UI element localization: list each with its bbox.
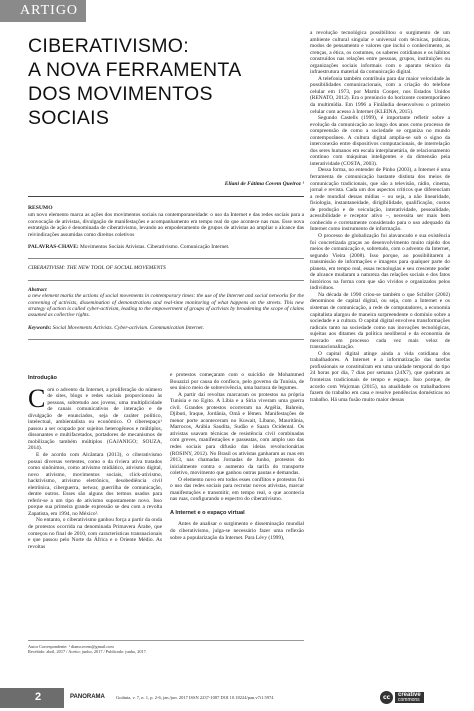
body-paragraph: A telefonia também contribuiu para dar maior velocidade às possibilidades comunicacionais, com a criação do telefone celular em 1973, por Martin Cooper, nos Estados Unidos (RENATO, 2012). Era o prenúncio do horizonte contemporâneo da multimídia. Em 1996 a Finlândia desenvolveu o primeiro celular com acesso à Internet (KLEINA, 2015). [310, 75, 450, 115]
body-column-right [310, 30, 450, 646]
keywords-en-text: Social Movements Activists. Cyber-activism. Communication Internet. [52, 324, 205, 331]
english-title: CIBERATIVISM: THE NEW TOOL OF SOCIAL MOVEMENTS [28, 265, 166, 272]
resumo-text: um novo elemento marca as ações dos movimentos sociais na contemporaneidade: o uso da Internet e das redes sociais para a convocação de ativistas, divulgação de manifestações e acompanhamento em tempo real do que acontece nas ruas. Esse nova estratégia de ação é denominada de ciberativismo, levando ao empoderamento de grupos de ativistas ao ampliar o alcance das reivindicações assumidas como direitos coletivos [28, 212, 304, 238]
body-paragraph: Segundo Castells (1999), é importante refletir sobre a evolução da comunicação ao longo dos anos como processo de compreensão de como a sociedade se organiza no mundo contemporâneo. A cultura digital amplia-se sob o signo da interconexão entre dispositivos computacionais, de interrelação dos seres humanos em escala interplanetária, de relacionamento contínuo com máquinas inteligentes e da dimensão peia interatividade (COSTA, 2003). [310, 115, 450, 167]
cc-text: creative [398, 692, 421, 698]
keywords-pt-text: Movimentos Sociais Ativistas. Ciberativismo. Comunicação Internet. [79, 244, 230, 251]
body-paragraph: O processo de globalização foi alavancado e sua existência foi concretizada graças ao desenvolvimento muito rápido dos meios de comunicação e, sobretudo, com o advento da Internet, segundo Vieira (2008). Isso porque, ao possibilitarem a transmissão de informações e imagens para qualquer parte do planeta, em tempo real, essas tecnologias e seu crescente poder de alcance mudaram a natureza das relações sociais e dos fatos históricos na forma com que são vividos e organizados pelos indivíduos. [310, 232, 450, 292]
title-line-4: SOCIAIS [28, 107, 110, 129]
journal-reference: Goiânia, v. 7, n. 1, p. 2-6, jan./jun. 2017 ISSN 2237-1087 DOI 10.18224/pan.v7i1.5974 [116, 695, 274, 700]
footnote [28, 640, 304, 655]
creative-commons-badge [380, 691, 424, 704]
body-paragraph: e protestos começaram com o suicídio de Mohammed Bouazizi por causa do confisco, pelo governo da Tunísia, de seu único meio de sobrevivência, uma barraca de legumes. [170, 372, 304, 392]
footnote-dates: Recebido: abril, 2017 / Aceito: junho, 2017 / Publicado: junho, 2017. [28, 649, 147, 655]
journal-name: PANORAMA [70, 694, 105, 700]
keywords-en [28, 325, 304, 331]
body-paragraph-text: om o advento da Internet, a proliferação do número de sites, blogs e redes sociais proporcionou às pessoas, sobretudo aos jovens, uma multiplicidade de canais comunicativos de interação e de divulgação de enunciados, seja de caráter político, intelectual, ambientalista ou econômico. O ciberespaço¹ passou a ser ocupado por sujeitos heterogêneos e múltiplos, dissonantes e multifacetados, portadores de mecanismos de mobilização também múltiplos (GAJANIGO; SOUZA, 2014). [28, 386, 162, 452]
resumo-label: RESUMO [28, 205, 53, 211]
body-paragraph: a revolução tecnológica possibilitou o surgimento de um ambiente cultural singular e universal com técnicas, práticas, modos de pensamento e valores que inclui o conhecimento, as crenças, a ética, os costumes, os saberes cotidianos e os hábitos construídos nas relações entre pessoas, grupos, instituições ou organizações sociais informais com o aparato técnico da infraestrutura material da comunicação digital. [310, 30, 450, 76]
body-column-left [28, 372, 162, 634]
dropcap-letter: C [28, 383, 46, 413]
abstract-en-label: Abstract [28, 286, 47, 293]
body-paragraph: Na década de 1990 criou-se também o que Schiller (2002) denominou de capital digital, ou seja, com a Internet e os sistemas de comunicação, a rede de computadores, a economia capitalista alargou de maneira surpreendente o domínio sobre a sociedade e a cultura. O capital digital envolveu transformações radicais tanto na sociedade como nas inovações tecnológicas, sujeitas aos ditames da política neoliberal e da economia de mercado em processo cada vez mais veloz de transnacionalização. [310, 291, 450, 351]
abstract-divider-1 [28, 258, 304, 259]
cc-sub: commons [398, 696, 420, 703]
page-number: 2 [0, 688, 64, 708]
intro-heading: Introdução [28, 375, 57, 381]
abstract-divider-3 [28, 339, 304, 340]
cc-license-icon: cc [380, 691, 393, 704]
body-paragraph: E de acordo com Alcântara (2013), o ciberativismo possui diversas vertentes, como o da riviera ativa tratados como sinônimos, como ativismo midiático, ativismo digital, novo ativismo, movimentos sociais, click-ativismo, hacktivismo, ativismo eletrônico, desobediência civil eletrônica, ciberguerra, netwar, guerrilha de comunicação, dentre outros. Esses são alguns dos termos usados para referir-se a um tipo de ativismo supostamente novo. Isso porque sua primeira grande expressão se deu com a revolta Zapatista, em 1994, no México². [28, 452, 162, 517]
cc-wordmark [395, 692, 424, 703]
keywords-en-label: Keywords: [28, 324, 52, 331]
abstract-en-text: a new element marks the actions of social movements in contemporary times: the use of the Internet and social networks for the convening of activists, dissemination of demonstrations and real-time monitoring of what happens on the streets. This new strategy of action is called cyber-activism, leading to the empowerment of groups of activists by broadening the scope of claims assumed as collective rights. [28, 293, 304, 319]
title-line-3: DOS MOVIMENTOS [28, 83, 213, 105]
title-line-1: CIBERATIVISMO: [28, 35, 189, 57]
body-paragraph: A partir daí revoltas marcaram os protestos na própria Tunísia e no Egito. A Líbia e a Síria viveram uma guerra civil. Grandes protestos ocorreram na Argélia, Bahrein, Djibuti, Iraque, Jordânia, Omã e Iêmen. Manifestações de menor porte aconteceram no Kuwait, Líbano, Mauritânia, Marrocos, Arábia Saudita, Sudão e Saara Ocidental. Os ativistas usavam técnicas de resistência civil combinadas com greves, manifestações e passeatas, com amplo uso das redes sociais para difusão das ideias revolucionárias (ROSINY, 2012). No Brasil os ativistas ganharam as ruas em 2013, nas chamadas Jornadas de Junho, protestos do inicialmente contra o aumento da tarifa do transporte coletivo, movimento que ganhou outras pautas e demandas. [170, 391, 304, 477]
body-paragraph: No entanto, o ciberativismo ganhou força a partir da onda de protestos ocorrida na denominada Primavera Árabe, que começou no final de 2010, com características transnacionais e que passou pelo Norte da África e o Oriente Médio. As revoltas [28, 517, 162, 550]
article-title [28, 34, 318, 130]
body-paragraph: O elemento novo em todos esses conflitos e protestos foi o uso das redes sociais para recrutar novos ativistas, marcar manifestações e transmitir, em tempo real, o que acontecia nas ruas, configurando o espectro do ciberativismo. [170, 476, 304, 503]
abstract-box [28, 196, 304, 366]
keywords-pt [28, 244, 304, 250]
abstract-en [28, 287, 304, 319]
internet-heading: A Internet e o espaço virtual [170, 509, 245, 516]
footnote-correspondence: Autor Correspondente: ¹ dianscovem@gmail.com [28, 644, 114, 649]
title-line-2: A NOVA FERRAMENTA [28, 59, 242, 81]
body-paragraph: Antes de analisar o surgimento e disseminação mundial do ciberativismo, julga-se necessário fazer uma reflexão sobre a popularização da Internet. Para Lévy (1999), [170, 521, 304, 541]
body-paragraph [28, 383, 162, 452]
section-tag: ARTIGO [0, 0, 86, 22]
body-paragraph: Dessa forma, no entender de Pinho (2003), a Internet é uma ferramenta de comunicação bastante distinta dos meios de comunicação tradicionais, que são a televisão, rádio, cinema, jornal e revista. Cada um dos aspectos críticos que diferenciam a rede mundial dessas mídias – ou seja, a não linearidade, fisiologia, instantaneidade, dirigibilidade, qualificação, custos de produção e de veiculação, interatividade, pessoalidade, acessibilidade e receptor ativo –, necessita ser mais bem conhecido e corretamente considerado para o uso adequado da Internet como instrumento de informação. [310, 167, 450, 233]
keywords-pt-label: PALAVRAS-CHAVE: [28, 244, 79, 251]
author-line: Eliani de Fátima Covem Queiroz ¹ [224, 181, 304, 187]
page-footer [0, 688, 474, 708]
body-column-middle [170, 372, 304, 634]
body-paragraph: O capital digital atinge ainda a vida cotidiana dos trabalhadores. A Internet e a informatização das tarefas profissionais se constituíram em uma unidade temporal do tipo 24 horas por dia, 7 dias por semana (24X7), que quebram as fronteiras tradicionais de tempo e espaço. Isso porque, de acordo com Wajcman (2015), na atualidade os trabalhadores fazem do trabalho em casa e resolve pendências domésticas no trabalho. Há uma fusão muito maior dessas [310, 350, 450, 403]
abstract-divider-2 [28, 280, 304, 281]
